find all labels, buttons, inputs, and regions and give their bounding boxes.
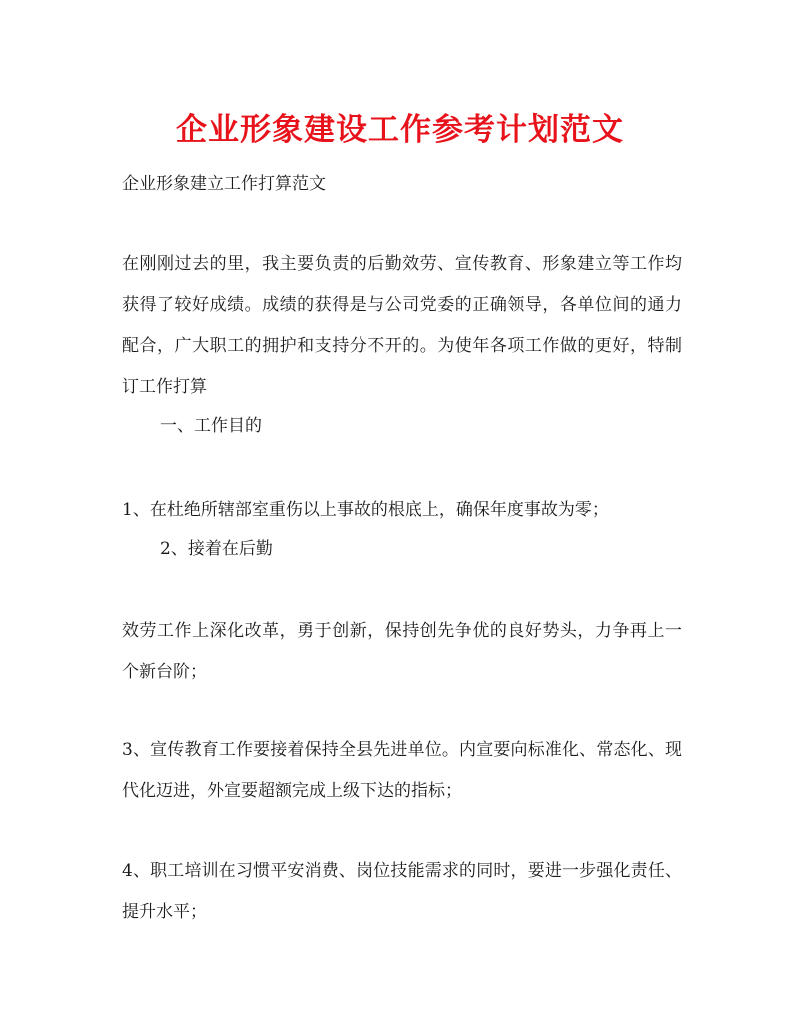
document-subtitle: 企业形象建立工作打算范文 bbox=[122, 174, 326, 194]
intro-paragraph: 在刚刚过去的里，我主要负责的后勤效劳、宣传教育、形象建立等工作均获得了较好成绩。成绩的获得是与公司党委的正确领导，各单位间的通力配合，广大职工的拥护和支持分不开的。为使年各项工作做的更好，特制订工作打算 bbox=[122, 254, 682, 397]
section-heading-goal: 一、工作目的 bbox=[160, 416, 262, 436]
goal-item-1: 1、在杜绝所辖部室重伤以上事故的根底上，确保年度事故为零； bbox=[122, 500, 609, 520]
goal-item-4: 4、职工培训在习惯平安消费、岗位技能需求的同时，要进一步强化责任、提升水平； bbox=[122, 861, 682, 922]
document-title: 企业形象建设工作参考计划范文 bbox=[176, 112, 624, 148]
goal-item-2-heading: 2、接着在后勤 bbox=[160, 539, 273, 559]
goal-item-3: 3、宣传教育工作要接着保持全县先进单位。内宣要向标准化、常态化、现代化迈进，外宣要超额完成上级下达的指标； bbox=[122, 740, 682, 801]
goal-item-2-body: 效劳工作上深化改革，勇于创新，保持创先争优的良好势头，力争再上一个新台阶； bbox=[122, 621, 682, 682]
